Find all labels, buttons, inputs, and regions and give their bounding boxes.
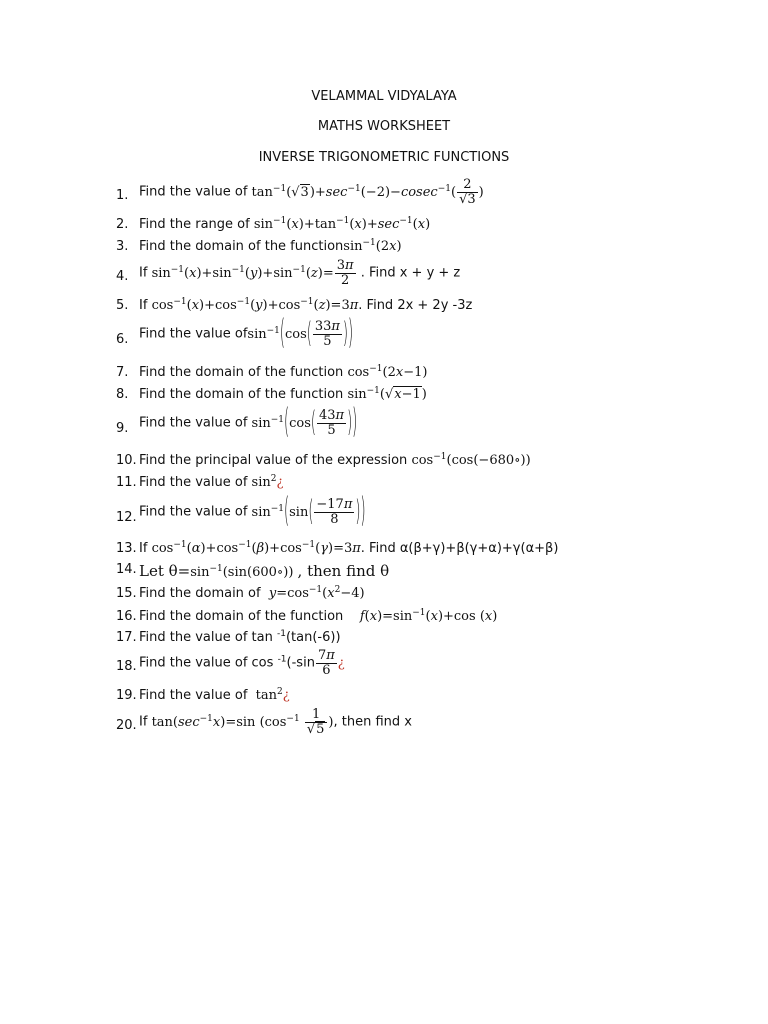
question-task: , then find x [333, 714, 412, 730]
question-math: $\frac{7\pi}{6}$ ¿ [317, 648, 345, 678]
question-number: 19. [116, 688, 137, 703]
question-math: $f(x)=\sin^{-1}(x)+\cos$ (x) [359, 608, 498, 624]
question-task: . Find α(β+γ)+β(γ+α)+γ(α+β) [360, 541, 559, 556]
question-math: $\cos^{-1}(x)+\cos^{-1}(y)+\cos^{-1}(z)=3\pi$ [151, 297, 359, 313]
question-prompt: Find the range of [139, 217, 250, 232]
question-prompt: Find the domain of [139, 586, 261, 601]
question-text [139, 217, 430, 232]
question-prompt: Find the value of [139, 184, 248, 200]
question-math: $y=\cos^{-1}(x^2-4)$ [268, 585, 365, 601]
question-math: $\cos^{-1}(2x-1)$ [347, 364, 428, 380]
question-12 [0, 492, 700, 538]
question-prompt: If [139, 298, 148, 313]
question-prompt: If [139, 541, 148, 556]
question-text [139, 259, 460, 287]
question-math: $\sin^{-1}(x)+\tan^{-1}(x)+\sec^{-1}(x)$ [253, 216, 431, 232]
question-text [139, 541, 558, 556]
question-text [139, 314, 354, 354]
question-text: Find the value of cos $^{-1}$(-sin $\frac{7\pi}{6}$ ¿ [139, 648, 345, 678]
question-9 [0, 403, 700, 449]
question-number: 1. [116, 188, 129, 203]
question-text [139, 562, 389, 580]
question-text [139, 365, 427, 380]
question-math: $\cos^{-1}(\cos(-680\circ))$ [411, 452, 531, 468]
question-text [139, 387, 427, 402]
question-prompt: Find the value of [139, 415, 248, 431]
question-math: $\sin^2¿$ [251, 474, 284, 490]
question-text [139, 453, 531, 468]
question-math: $\sin^{-1}(√x-1)$ [347, 386, 427, 402]
question-20 [0, 708, 700, 744]
question-math: $\sin^{-1}(\sin(600\circ))$ [190, 564, 294, 580]
question-text [139, 708, 412, 736]
question-prompt: Find the principal value of the expression [139, 453, 408, 468]
question-text [139, 475, 283, 490]
question-prompt: Find the value of tan [139, 630, 273, 645]
question-task: , then find θ [297, 562, 390, 580]
question-prompt: If [139, 265, 148, 281]
school-name: VELAMMAL VIDYALAYA [311, 89, 457, 104]
question-number: 7. [116, 365, 129, 380]
question-number: 2. [116, 217, 129, 232]
worksheet-topic: INVERSE TRIGONOMETRIC FUNCTIONS [258, 150, 510, 165]
question-number: 18. [116, 659, 137, 674]
question-text [139, 298, 472, 313]
question-number: 4. [116, 269, 129, 284]
question-number: 15. [116, 586, 137, 601]
question-number: 5. [116, 298, 129, 313]
question-task: (tan(-6)) [285, 630, 341, 645]
question-task: . Find x + y + z [360, 265, 461, 281]
question-1 [0, 178, 700, 212]
question-prompt: Find the value of [139, 688, 248, 703]
question-task: . Find 2x + 2y -3z [358, 298, 473, 313]
question-text [139, 586, 365, 601]
question-number: 17. [116, 630, 137, 645]
question-math: $\tan(\sec^{-1}x)=\sin$ ($\cos^{-1}$ $\frac{1}{√5}$ ) [151, 707, 334, 737]
question-prompt: Find the value of [139, 475, 248, 490]
question-prompt: Find the domain of the function [139, 609, 344, 624]
question-text [139, 492, 366, 532]
question-4 [0, 259, 700, 293]
question-prompt: Find the value of [139, 326, 248, 342]
worksheet-title: MATHS WORKSHEET [317, 119, 451, 134]
question-number: 8. [116, 387, 129, 402]
question-number: 11. [116, 475, 137, 490]
question-18 [0, 649, 700, 683]
question-text [139, 609, 497, 624]
question-number: 13. [116, 541, 137, 556]
question-number: 12. [116, 510, 137, 525]
question-text: Find the value of tan $^{-1}$(tan(-6)) [139, 629, 341, 645]
question-number: 10. [116, 453, 137, 468]
question-task: (-sin [286, 655, 315, 671]
question-math: $\sin^{-1}(2x)$ [343, 238, 402, 254]
question-text [139, 688, 290, 703]
question-prompt: Find the domain of the function [139, 239, 344, 254]
question-math: $\tan^2¿$ [255, 687, 290, 703]
question-prompt: Find the value of cos [139, 655, 274, 671]
question-number: 14. [116, 562, 137, 577]
question-text [139, 239, 402, 254]
question-prompt: Find the domain of the function [139, 365, 344, 380]
question-number: 6. [116, 332, 129, 347]
question-math: $\sin^{-1}(x)+\sin^{-1}(y)+\sin^{-1}(z)=$ $\frac{3\pi}{2}$ [151, 258, 354, 288]
question-text [139, 178, 484, 206]
question-number: 16. [116, 609, 137, 624]
question-math: $\sin^{-1}(\sin$( $\frac{-17\pi}{8}$ )) [251, 492, 366, 532]
question-6 [0, 314, 700, 360]
question-prompt: Find the domain of the function [139, 387, 344, 402]
question-number: 9. [116, 421, 129, 436]
question-math: $\sin^{-1}(\cos$( $\frac{43\pi}{5}$ )) [251, 403, 358, 443]
question-prompt: Find the value of [139, 504, 248, 520]
question-text [139, 403, 358, 443]
question-math: $\sin^{-1}(\cos$( $\frac{33\pi}{5}$ )) [247, 314, 354, 354]
question-prompt: If [139, 714, 148, 730]
question-prompt: Let θ= [139, 562, 191, 580]
question-math: $\cos^{-1}(\alpha)+\cos^{-1}(\beta)+\cos^{-1}(\gamma)=3\pi$ [151, 540, 361, 556]
question-number: 20. [116, 718, 137, 733]
question-math: $\tan^{-1}(√3)+\sec^{-1}(-2)-cosec^{-1}$( $\frac{2}{√3}$ ) [251, 177, 484, 207]
question-number: 3. [116, 239, 129, 254]
